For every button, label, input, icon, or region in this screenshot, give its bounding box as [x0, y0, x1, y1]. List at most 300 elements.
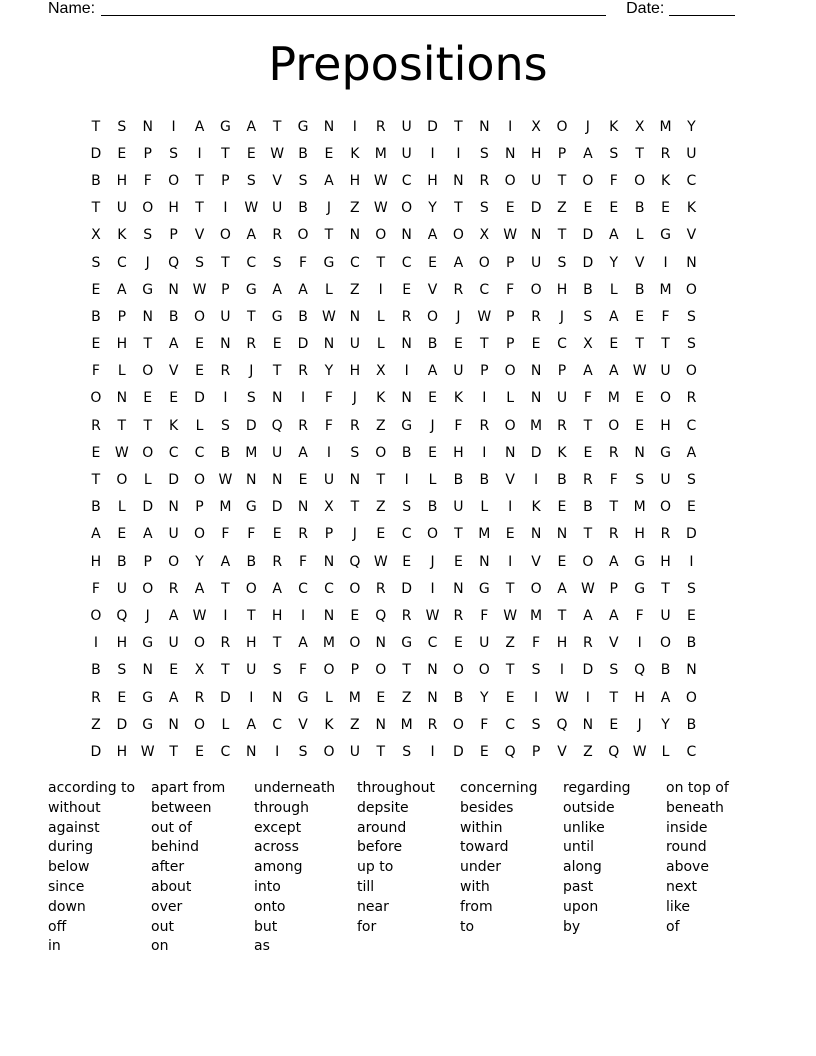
grid-letter[interactable]: R [246, 336, 257, 353]
grid-letter[interactable]: H [90, 553, 102, 570]
grid-letter[interactable]: Z [583, 743, 593, 760]
grid-letter[interactable]: U [116, 200, 127, 217]
grid-letter[interactable]: S [298, 743, 308, 760]
grid-letter[interactable]: S [479, 145, 489, 162]
grid-letter[interactable]: W [632, 363, 647, 380]
grid-letter[interactable]: O [685, 689, 697, 706]
grid-letter[interactable]: I [430, 743, 435, 760]
grid-letter[interactable]: R [453, 281, 464, 298]
grid-letter[interactable]: N [220, 336, 231, 353]
grid-letter[interactable]: A [246, 716, 257, 733]
grid-letter[interactable]: R [220, 635, 231, 652]
grid-letter[interactable]: I [508, 553, 513, 570]
grid-letter[interactable]: K [453, 390, 463, 407]
grid-letter[interactable]: W [477, 308, 492, 325]
grid-letter[interactable]: A [427, 363, 438, 380]
grid-letter[interactable]: O [116, 472, 128, 489]
grid-letter[interactable]: F [661, 308, 670, 325]
grid-letter[interactable]: T [557, 227, 567, 244]
grid-letter[interactable]: T [609, 499, 619, 516]
grid-letter[interactable]: E [661, 200, 670, 217]
grid-letter[interactable]: N [530, 227, 542, 244]
grid-letter[interactable]: X [634, 118, 645, 135]
grid-letter[interactable]: W [373, 553, 388, 570]
grid-letter[interactable]: C [427, 635, 438, 652]
grid-letter[interactable]: I [326, 444, 332, 461]
grid-letter[interactable]: U [401, 145, 412, 162]
grid-letter[interactable]: N [246, 472, 257, 489]
grid-letter[interactable]: U [479, 635, 490, 652]
grid-letter[interactable]: R [479, 417, 490, 434]
grid-letter[interactable]: U [453, 363, 464, 380]
grid-letter[interactable]: T [195, 200, 204, 217]
grid-letter[interactable]: N [246, 743, 257, 760]
grid-letter[interactable]: I [404, 363, 409, 380]
grid-letter[interactable]: R [298, 363, 308, 380]
grid-letter[interactable]: I [430, 580, 435, 597]
grid-letter[interactable]: L [325, 281, 333, 298]
grid-letter[interactable]: I [482, 390, 487, 407]
grid-letter[interactable]: H [660, 417, 671, 434]
grid-letter[interactable]: E [298, 472, 308, 489]
grid-letter[interactable]: S [609, 662, 619, 679]
grid-letter[interactable]: N [634, 444, 645, 461]
grid-letter[interactable]: O [349, 580, 361, 597]
grid-letter[interactable]: U [168, 526, 179, 543]
grid-letter[interactable]: D [90, 743, 102, 760]
grid-letter[interactable]: D [142, 499, 154, 516]
grid-letter[interactable]: T [635, 145, 644, 162]
grid-letter[interactable]: P [350, 662, 360, 679]
grid-letter[interactable]: A [608, 553, 619, 570]
grid-letter[interactable]: F [609, 472, 618, 489]
grid-letter[interactable]: V [168, 363, 179, 380]
grid-letter[interactable]: S [246, 172, 256, 189]
grid-letter[interactable]: I [637, 635, 642, 652]
grid-letter[interactable]: N [375, 635, 386, 652]
grid-letter[interactable]: T [661, 580, 670, 597]
grid-letter[interactable]: G [219, 118, 231, 135]
grid-letter[interactable]: E [195, 363, 204, 380]
grid-letter[interactable]: E [531, 336, 541, 353]
grid-letter[interactable]: J [585, 118, 590, 135]
grid-letter[interactable]: L [661, 743, 670, 760]
grid-letter[interactable]: E [453, 336, 463, 353]
grid-letter[interactable]: O [193, 716, 206, 733]
grid-letter[interactable]: T [143, 417, 152, 434]
grid-letter[interactable]: H [116, 635, 128, 652]
grid-letter[interactable]: V [505, 472, 515, 489]
grid-letter[interactable]: A [298, 635, 308, 652]
grid-letter[interactable]: R [220, 363, 231, 380]
grid-letter[interactable]: U [686, 145, 697, 162]
grid-letter[interactable]: I [559, 662, 565, 679]
grid-letter[interactable]: T [221, 254, 230, 271]
grid-letter[interactable]: P [531, 743, 541, 760]
grid-letter[interactable]: Y [195, 553, 204, 570]
grid-letter[interactable]: T [272, 363, 282, 380]
grid-letter[interactable]: I [223, 390, 228, 407]
grid-letter[interactable]: F [532, 635, 541, 652]
grid-letter[interactable]: L [428, 472, 437, 489]
grid-letter[interactable]: B [686, 716, 697, 733]
grid-letter[interactable]: W [503, 607, 518, 624]
grid-letter[interactable]: O [530, 580, 542, 597]
grid-letter[interactable]: L [195, 417, 204, 434]
grid-letter[interactable]: A [583, 145, 593, 162]
grid-letter[interactable]: R [272, 227, 283, 244]
grid-letter[interactable]: I [585, 689, 590, 706]
grid-letter[interactable]: N [142, 308, 153, 325]
grid-letter[interactable]: E [195, 743, 204, 760]
grid-letter[interactable]: A [246, 227, 257, 244]
grid-letter[interactable]: N [323, 336, 335, 353]
grid-letter[interactable]: S [686, 336, 696, 353]
grid-letter[interactable]: Q [634, 662, 646, 679]
grid-letter[interactable]: G [297, 689, 309, 706]
grid-letter[interactable]: H [530, 145, 542, 162]
grid-letter[interactable]: H [168, 200, 179, 217]
grid-letter[interactable]: U [660, 607, 671, 624]
grid-letter[interactable]: D [220, 689, 231, 706]
grid-letter[interactable]: P [143, 553, 152, 570]
grid-letter[interactable]: E [402, 281, 412, 298]
grid-letter[interactable]: S [686, 308, 696, 325]
grid-letter[interactable]: X [583, 336, 593, 353]
grid-letter[interactable]: H [116, 336, 128, 353]
grid-letter[interactable]: E [609, 336, 619, 353]
grid-letter[interactable]: O [452, 662, 464, 679]
grid-letter[interactable]: F [324, 417, 333, 434]
grid-letter[interactable]: W [322, 308, 336, 325]
grid-letter[interactable]: B [220, 444, 231, 461]
grid-letter[interactable]: G [478, 580, 490, 597]
grid-letter[interactable]: C [194, 444, 205, 461]
grid-letter[interactable]: R [375, 118, 386, 135]
grid-letter[interactable]: O [685, 281, 697, 298]
grid-letter[interactable]: H [660, 553, 671, 570]
grid-letter[interactable]: U [272, 200, 283, 217]
grid-letter[interactable]: B [298, 308, 308, 325]
grid-letter[interactable]: E [91, 444, 101, 461]
grid-letter[interactable]: J [352, 526, 357, 543]
grid-letter[interactable]: N [427, 689, 438, 706]
grid-letter[interactable]: N [168, 499, 179, 516]
grid-letter[interactable]: Q [504, 743, 516, 760]
grid-letter[interactable]: K [660, 172, 671, 189]
grid-letter[interactable]: T [350, 499, 360, 516]
grid-letter[interactable]: O [90, 390, 102, 407]
grid-letter[interactable]: K [324, 716, 334, 733]
grid-letter[interactable]: O [582, 553, 594, 570]
grid-letter[interactable]: E [117, 526, 127, 543]
grid-letter[interactable]: U [530, 254, 542, 271]
grid-letter[interactable]: G [142, 635, 154, 652]
grid-letter[interactable]: A [272, 580, 282, 597]
grid-letter[interactable]: N [530, 526, 542, 543]
grid-letter[interactable]: B [427, 499, 438, 516]
grid-letter[interactable]: N [297, 499, 309, 516]
grid-letter[interactable]: H [634, 689, 645, 706]
grid-letter[interactable]: G [297, 118, 309, 135]
grid-letter[interactable]: Z [505, 635, 515, 652]
grid-letter[interactable]: E [557, 499, 567, 516]
grid-letter[interactable]: O [452, 716, 464, 733]
grid-letter[interactable]: O [323, 662, 335, 679]
grid-letter[interactable]: I [378, 281, 383, 298]
grid-letter[interactable]: U [246, 662, 257, 679]
grid-letter[interactable]: T [557, 172, 567, 189]
grid-letter[interactable]: I [352, 118, 357, 135]
grid-letter[interactable]: N [401, 390, 412, 407]
grid-letter[interactable]: E [272, 336, 282, 353]
grid-letter[interactable]: K [350, 145, 360, 162]
grid-letter[interactable]: G [660, 227, 671, 244]
grid-letter[interactable]: F [454, 417, 463, 434]
grid-letter[interactable]: I [508, 118, 513, 135]
grid-letter[interactable]: J [637, 716, 642, 733]
grid-letter[interactable]: P [195, 499, 204, 516]
date-blank-line[interactable] [669, 0, 735, 16]
grid-letter[interactable]: I [301, 607, 306, 624]
grid-letter[interactable]: F [635, 607, 644, 624]
grid-letter[interactable]: A [453, 254, 464, 271]
grid-letter[interactable]: R [531, 308, 541, 325]
grid-letter[interactable]: J [559, 308, 565, 325]
grid-letter[interactable]: E [609, 200, 619, 217]
grid-letter[interactable]: T [661, 336, 670, 353]
grid-letter[interactable]: I [93, 635, 99, 652]
grid-letter[interactable]: N [504, 444, 516, 461]
grid-letter[interactable]: F [91, 363, 100, 380]
grid-letter[interactable]: C [324, 580, 334, 597]
grid-letter[interactable]: E [557, 553, 567, 570]
grid-letter[interactable]: S [609, 145, 619, 162]
grid-letter[interactable]: M [659, 281, 672, 298]
grid-letter[interactable]: P [557, 363, 567, 380]
grid-letter[interactable]: X [479, 227, 490, 244]
grid-letter[interactable]: I [249, 689, 254, 706]
grid-letter[interactable]: T [402, 662, 411, 679]
grid-letter[interactable]: D [582, 254, 594, 271]
grid-letter[interactable]: C [298, 580, 308, 597]
grid-letter[interactable]: H [271, 607, 283, 624]
grid-letter[interactable]: M [400, 716, 413, 733]
grid-letter[interactable]: S [686, 472, 696, 489]
grid-letter[interactable]: N [556, 526, 568, 543]
grid-letter[interactable]: U [401, 118, 412, 135]
grid-letter[interactable]: O [142, 200, 154, 217]
grid-letter[interactable]: T [376, 254, 386, 271]
grid-letter[interactable]: E [376, 689, 386, 706]
grid-letter[interactable]: I [534, 689, 539, 706]
grid-letter[interactable]: O [168, 172, 180, 189]
grid-letter[interactable]: J [145, 607, 150, 624]
grid-letter[interactable]: N [116, 390, 128, 407]
grid-letter[interactable]: A [427, 227, 438, 244]
grid-letter[interactable]: W [373, 172, 388, 189]
grid-letter[interactable]: N [349, 308, 361, 325]
grid-letter[interactable]: T [454, 118, 463, 135]
grid-letter[interactable]: O [375, 662, 387, 679]
grid-letter[interactable]: R [583, 472, 593, 489]
grid-letter[interactable]: C [349, 254, 360, 271]
grid-letter[interactable]: B [583, 499, 593, 516]
grid-letter[interactable]: T [376, 472, 386, 489]
grid-letter[interactable]: O [660, 635, 672, 652]
grid-letter[interactable]: F [609, 172, 618, 189]
grid-letter[interactable]: S [557, 254, 567, 271]
grid-letter[interactable]: T [272, 118, 282, 135]
grid-letter[interactable]: J [456, 308, 461, 325]
grid-letter[interactable]: F [480, 716, 489, 733]
grid-letter[interactable]: W [114, 444, 129, 461]
grid-letter[interactable]: N [401, 227, 412, 244]
grid-letter[interactable]: A [117, 281, 127, 298]
grid-letter[interactable]: B [634, 200, 645, 217]
grid-letter[interactable]: D [582, 662, 594, 679]
grid-letter[interactable]: O [504, 363, 516, 380]
grid-letter[interactable]: G [660, 444, 671, 461]
grid-letter[interactable]: A [142, 526, 153, 543]
grid-letter[interactable]: I [275, 743, 280, 760]
grid-letter[interactable]: Y [609, 254, 619, 271]
grid-letter[interactable]: O [427, 526, 439, 543]
grid-letter[interactable]: Y [480, 689, 489, 706]
grid-letter[interactable]: T [454, 526, 463, 543]
grid-letter[interactable]: O [660, 499, 672, 516]
grid-letter[interactable]: E [479, 743, 489, 760]
grid-letter[interactable]: K [531, 499, 541, 516]
grid-letter[interactable]: T [195, 172, 204, 189]
grid-letter[interactable]: F [324, 390, 333, 407]
grid-letter[interactable]: G [323, 254, 335, 271]
grid-letter[interactable]: Q [271, 417, 283, 434]
grid-letter[interactable]: A [168, 336, 179, 353]
grid-letter[interactable]: E [428, 254, 437, 271]
grid-letter[interactable]: H [556, 281, 568, 298]
grid-letter[interactable]: U [116, 580, 127, 597]
grid-letter[interactable]: O [452, 227, 464, 244]
grid-letter[interactable]: S [117, 118, 127, 135]
grid-letter[interactable]: P [221, 281, 230, 298]
grid-letter[interactable]: H [427, 172, 438, 189]
grid-letter[interactable]: E [324, 145, 334, 162]
grid-letter[interactable]: A [583, 607, 593, 624]
grid-letter[interactable]: X [531, 118, 541, 135]
grid-letter[interactable]: I [508, 499, 513, 516]
grid-letter[interactable]: C [246, 254, 257, 271]
grid-letter[interactable]: W [555, 689, 569, 706]
grid-letter[interactable]: O [582, 172, 594, 189]
grid-letter[interactable]: I [689, 553, 694, 570]
grid-letter[interactable]: A [298, 281, 308, 298]
grid-letter[interactable]: T [221, 145, 230, 162]
grid-letter[interactable]: T [609, 689, 619, 706]
grid-letter[interactable]: A [608, 363, 619, 380]
grid-letter[interactable]: T [143, 336, 152, 353]
grid-letter[interactable]: N [142, 118, 153, 135]
grid-letter[interactable]: N [401, 336, 412, 353]
grid-letter[interactable]: J [430, 417, 435, 434]
grid-letter[interactable]: Q [349, 553, 361, 570]
grid-letter[interactable]: L [609, 281, 618, 298]
grid-letter[interactable]: L [480, 499, 489, 516]
grid-letter[interactable]: S [531, 716, 541, 733]
grid-letter[interactable]: S [169, 145, 179, 162]
grid-letter[interactable]: K [557, 444, 567, 461]
grid-letter[interactable]: T [583, 526, 593, 543]
grid-letter[interactable]: S [583, 308, 593, 325]
grid-letter[interactable]: T [557, 607, 567, 624]
grid-letter[interactable]: G [142, 281, 154, 298]
grid-letter[interactable]: W [140, 743, 155, 760]
grid-letter[interactable]: E [635, 308, 645, 325]
grid-letter[interactable]: N [686, 662, 697, 679]
grid-letter[interactable]: P [505, 308, 515, 325]
grid-letter[interactable]: B [453, 472, 464, 489]
grid-letter[interactable]: B [427, 336, 438, 353]
grid-letter[interactable]: R [608, 444, 619, 461]
grid-letter[interactable]: B [298, 145, 308, 162]
grid-letter[interactable]: E [583, 200, 593, 217]
grid-letter[interactable]: V [686, 227, 697, 244]
grid-letter[interactable]: R [401, 607, 412, 624]
grid-letter[interactable]: N [323, 553, 335, 570]
grid-letter[interactable]: W [192, 607, 207, 624]
grid-letter[interactable]: X [324, 499, 334, 516]
grid-letter[interactable]: O [504, 172, 516, 189]
grid-letter[interactable]: Q [375, 607, 387, 624]
grid-letter[interactable]: F [299, 662, 308, 679]
grid-letter[interactable]: O [685, 363, 697, 380]
grid-letter[interactable]: T [505, 662, 515, 679]
grid-letter[interactable]: L [376, 336, 385, 353]
grid-letter[interactable]: S [272, 254, 282, 271]
grid-letter[interactable]: O [219, 227, 231, 244]
grid-letter[interactable]: R [91, 689, 101, 706]
grid-letter[interactable]: Z [350, 200, 360, 217]
grid-letter[interactable]: H [556, 635, 568, 652]
grid-letter[interactable]: T [376, 743, 386, 760]
grid-letter[interactable]: T [505, 580, 515, 597]
grid-letter[interactable]: Z [375, 417, 386, 434]
grid-letter[interactable]: N [323, 607, 335, 624]
grid-letter[interactable]: U [556, 390, 568, 407]
grid-letter[interactable]: Z [91, 716, 101, 733]
grid-letter[interactable]: R [375, 580, 386, 597]
grid-letter[interactable]: T [247, 308, 256, 325]
grid-letter[interactable]: T [324, 227, 334, 244]
grid-letter[interactable]: S [402, 499, 412, 516]
grid-letter[interactable]: E [272, 526, 282, 543]
grid-letter[interactable]: O [142, 444, 154, 461]
grid-letter[interactable]: S [531, 662, 541, 679]
grid-letter[interactable]: M [607, 390, 620, 407]
grid-letter[interactable]: N [271, 472, 283, 489]
grid-letter[interactable]: D [427, 118, 438, 135]
grid-letter[interactable]: B [401, 444, 412, 461]
grid-letter[interactable]: E [505, 200, 515, 217]
grid-letter[interactable]: D [401, 580, 413, 597]
grid-letter[interactable]: R [427, 716, 438, 733]
grid-letter[interactable]: E [687, 499, 696, 516]
grid-letter[interactable]: B [91, 662, 101, 679]
grid-letter[interactable]: G [142, 689, 154, 706]
grid-letter[interactable]: R [91, 417, 101, 434]
grid-letter[interactable]: M [633, 499, 646, 516]
grid-letter[interactable]: G [634, 553, 646, 570]
